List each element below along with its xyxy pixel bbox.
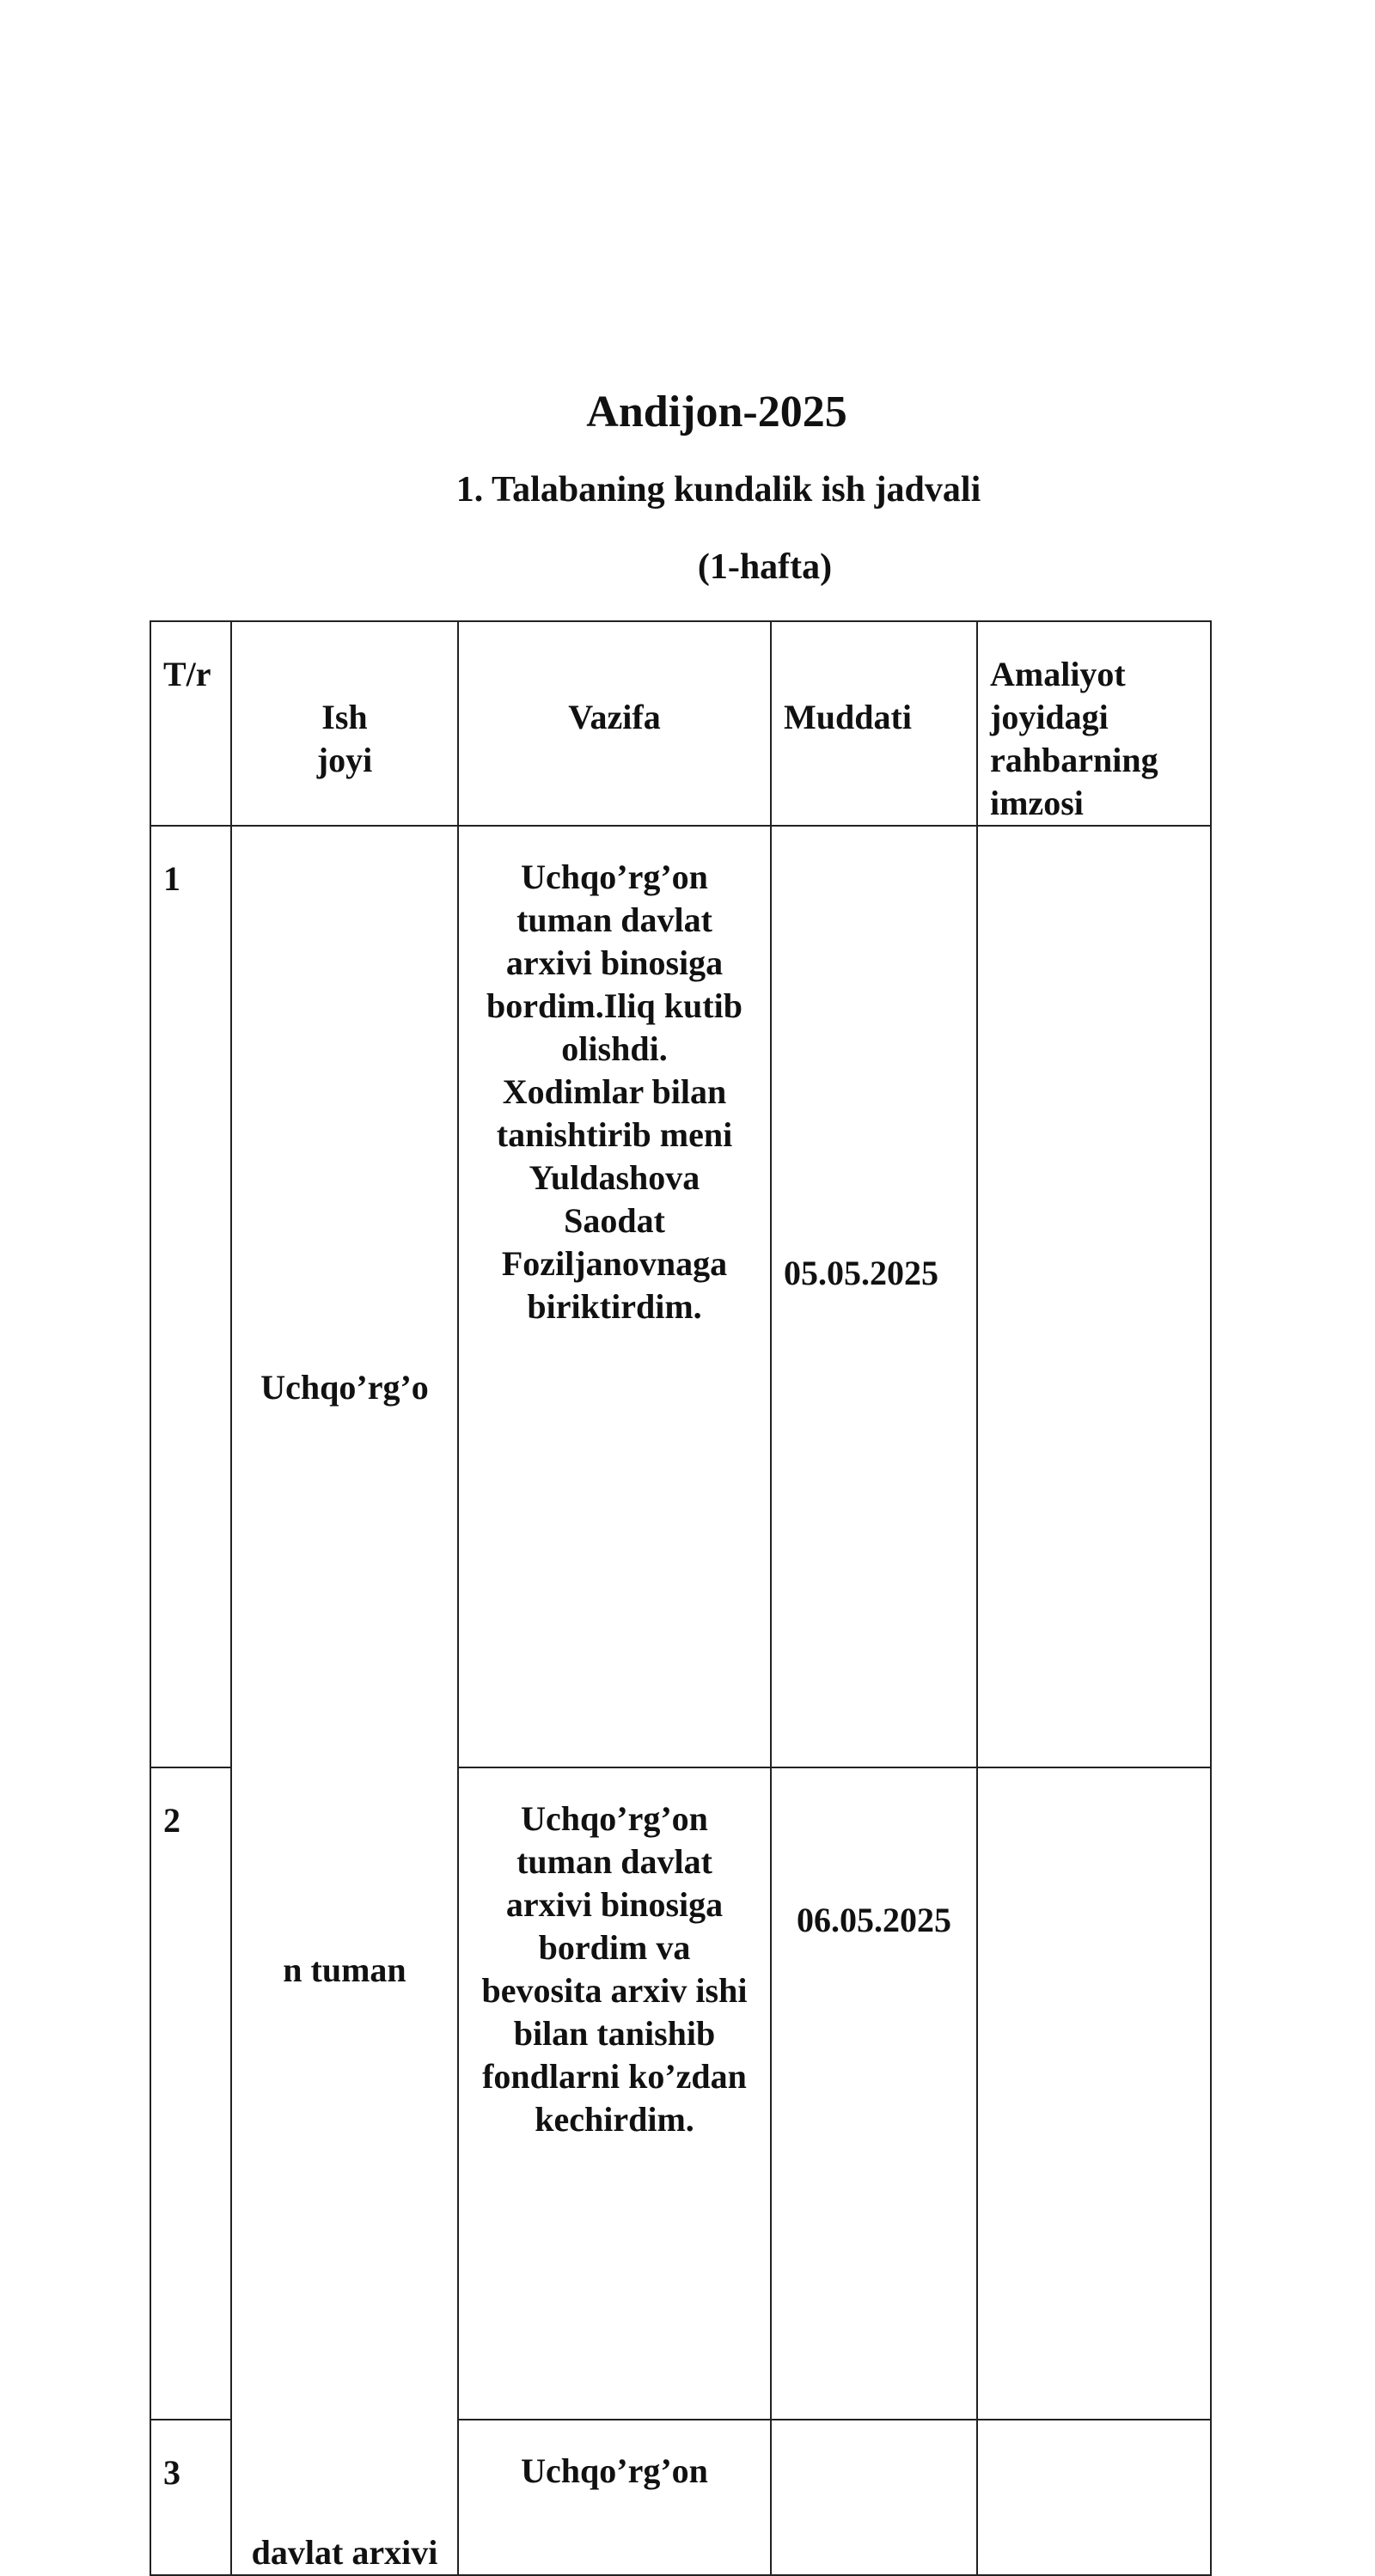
signature-cell — [977, 1767, 1211, 2420]
task-cell — [458, 2420, 771, 2575]
signature-cell — [977, 826, 1211, 1767]
task-line: Yuldashova — [529, 1158, 700, 1197]
task-cell — [458, 1767, 771, 2420]
task-line: arxivi binosiga — [505, 1885, 724, 1925]
table-row — [150, 826, 1211, 1767]
header-signature-line1: Amaliyot — [990, 655, 1126, 693]
task-line: Uchqo’rg’on — [521, 2451, 708, 2490]
task-line: Xodimlar bilan — [502, 1072, 727, 1111]
task-line: arxivi binosiga — [505, 943, 724, 982]
task-line: bevosita arxiv ishi — [481, 1971, 748, 2011]
deadline-date: 06.05.2025 — [797, 1901, 951, 1940]
daily-work-schedule-table — [150, 620, 1212, 2576]
row-number: 3 — [150, 2420, 231, 2575]
task-cell — [458, 826, 771, 1767]
header-signature-line3: rahbarning — [990, 741, 1158, 779]
header-workplace-line1: Ish — [321, 698, 368, 736]
task-line: Saodat — [564, 1201, 665, 1240]
row-number: 1 — [150, 826, 231, 1767]
header-task: Vazifa — [458, 621, 771, 826]
header-signature-line2: joyidagi — [990, 698, 1109, 736]
workplace-line1: Uchqo’rg’o — [260, 1368, 429, 1407]
task-line: olishdi. — [561, 1029, 668, 1068]
header-signature-line4: imzosi — [990, 784, 1084, 822]
table-header-row — [150, 621, 1211, 826]
task-line: bilan tanishib — [513, 2014, 716, 2054]
task-line: Uchqo’rg’on — [521, 858, 708, 896]
header-deadline: Muddati — [771, 621, 977, 826]
document-subtitle: 1. Talabaning kundalik ish jadvali — [455, 470, 981, 510]
workplace-cell — [231, 826, 458, 2575]
task-line: kechirdim. — [535, 2100, 694, 2140]
task-line: tuman davlat — [516, 900, 712, 939]
deadline-cell — [771, 826, 977, 1767]
header-workplace-line2: joyi — [316, 741, 373, 779]
workplace-line3: davlat arxivi — [251, 2533, 438, 2572]
task-line: Foziljanovnaga — [501, 1244, 728, 1283]
task-line: biriktirdim. — [527, 1287, 702, 1326]
task-line: bordim.Iliq kutib — [486, 986, 742, 1025]
row-number: 2 — [150, 1767, 231, 2420]
header-workplace — [231, 621, 458, 826]
task-line: Uchqo’rg’on — [521, 1799, 708, 1839]
document-week-label: (1-hafta) — [697, 547, 833, 587]
task-line: fondlarni ko’zdan — [482, 2057, 747, 2097]
signature-cell — [977, 2420, 1211, 2575]
task-line: tuman davlat — [516, 1842, 712, 1882]
task-line: tanishtirib meni — [496, 1115, 733, 1154]
workplace-line2: n tuman — [283, 1950, 406, 1989]
task-line: bordim va — [538, 1928, 691, 1968]
document-title: Andijon-2025 — [586, 388, 847, 436]
header-supervisor-signature — [977, 621, 1211, 826]
deadline-date: 05.05.2025 — [784, 1254, 938, 1293]
header-number: T/r — [150, 621, 231, 826]
workplace-text — [232, 1366, 457, 2574]
deadline-cell — [771, 2420, 977, 2575]
deadline-cell — [771, 1767, 977, 2420]
